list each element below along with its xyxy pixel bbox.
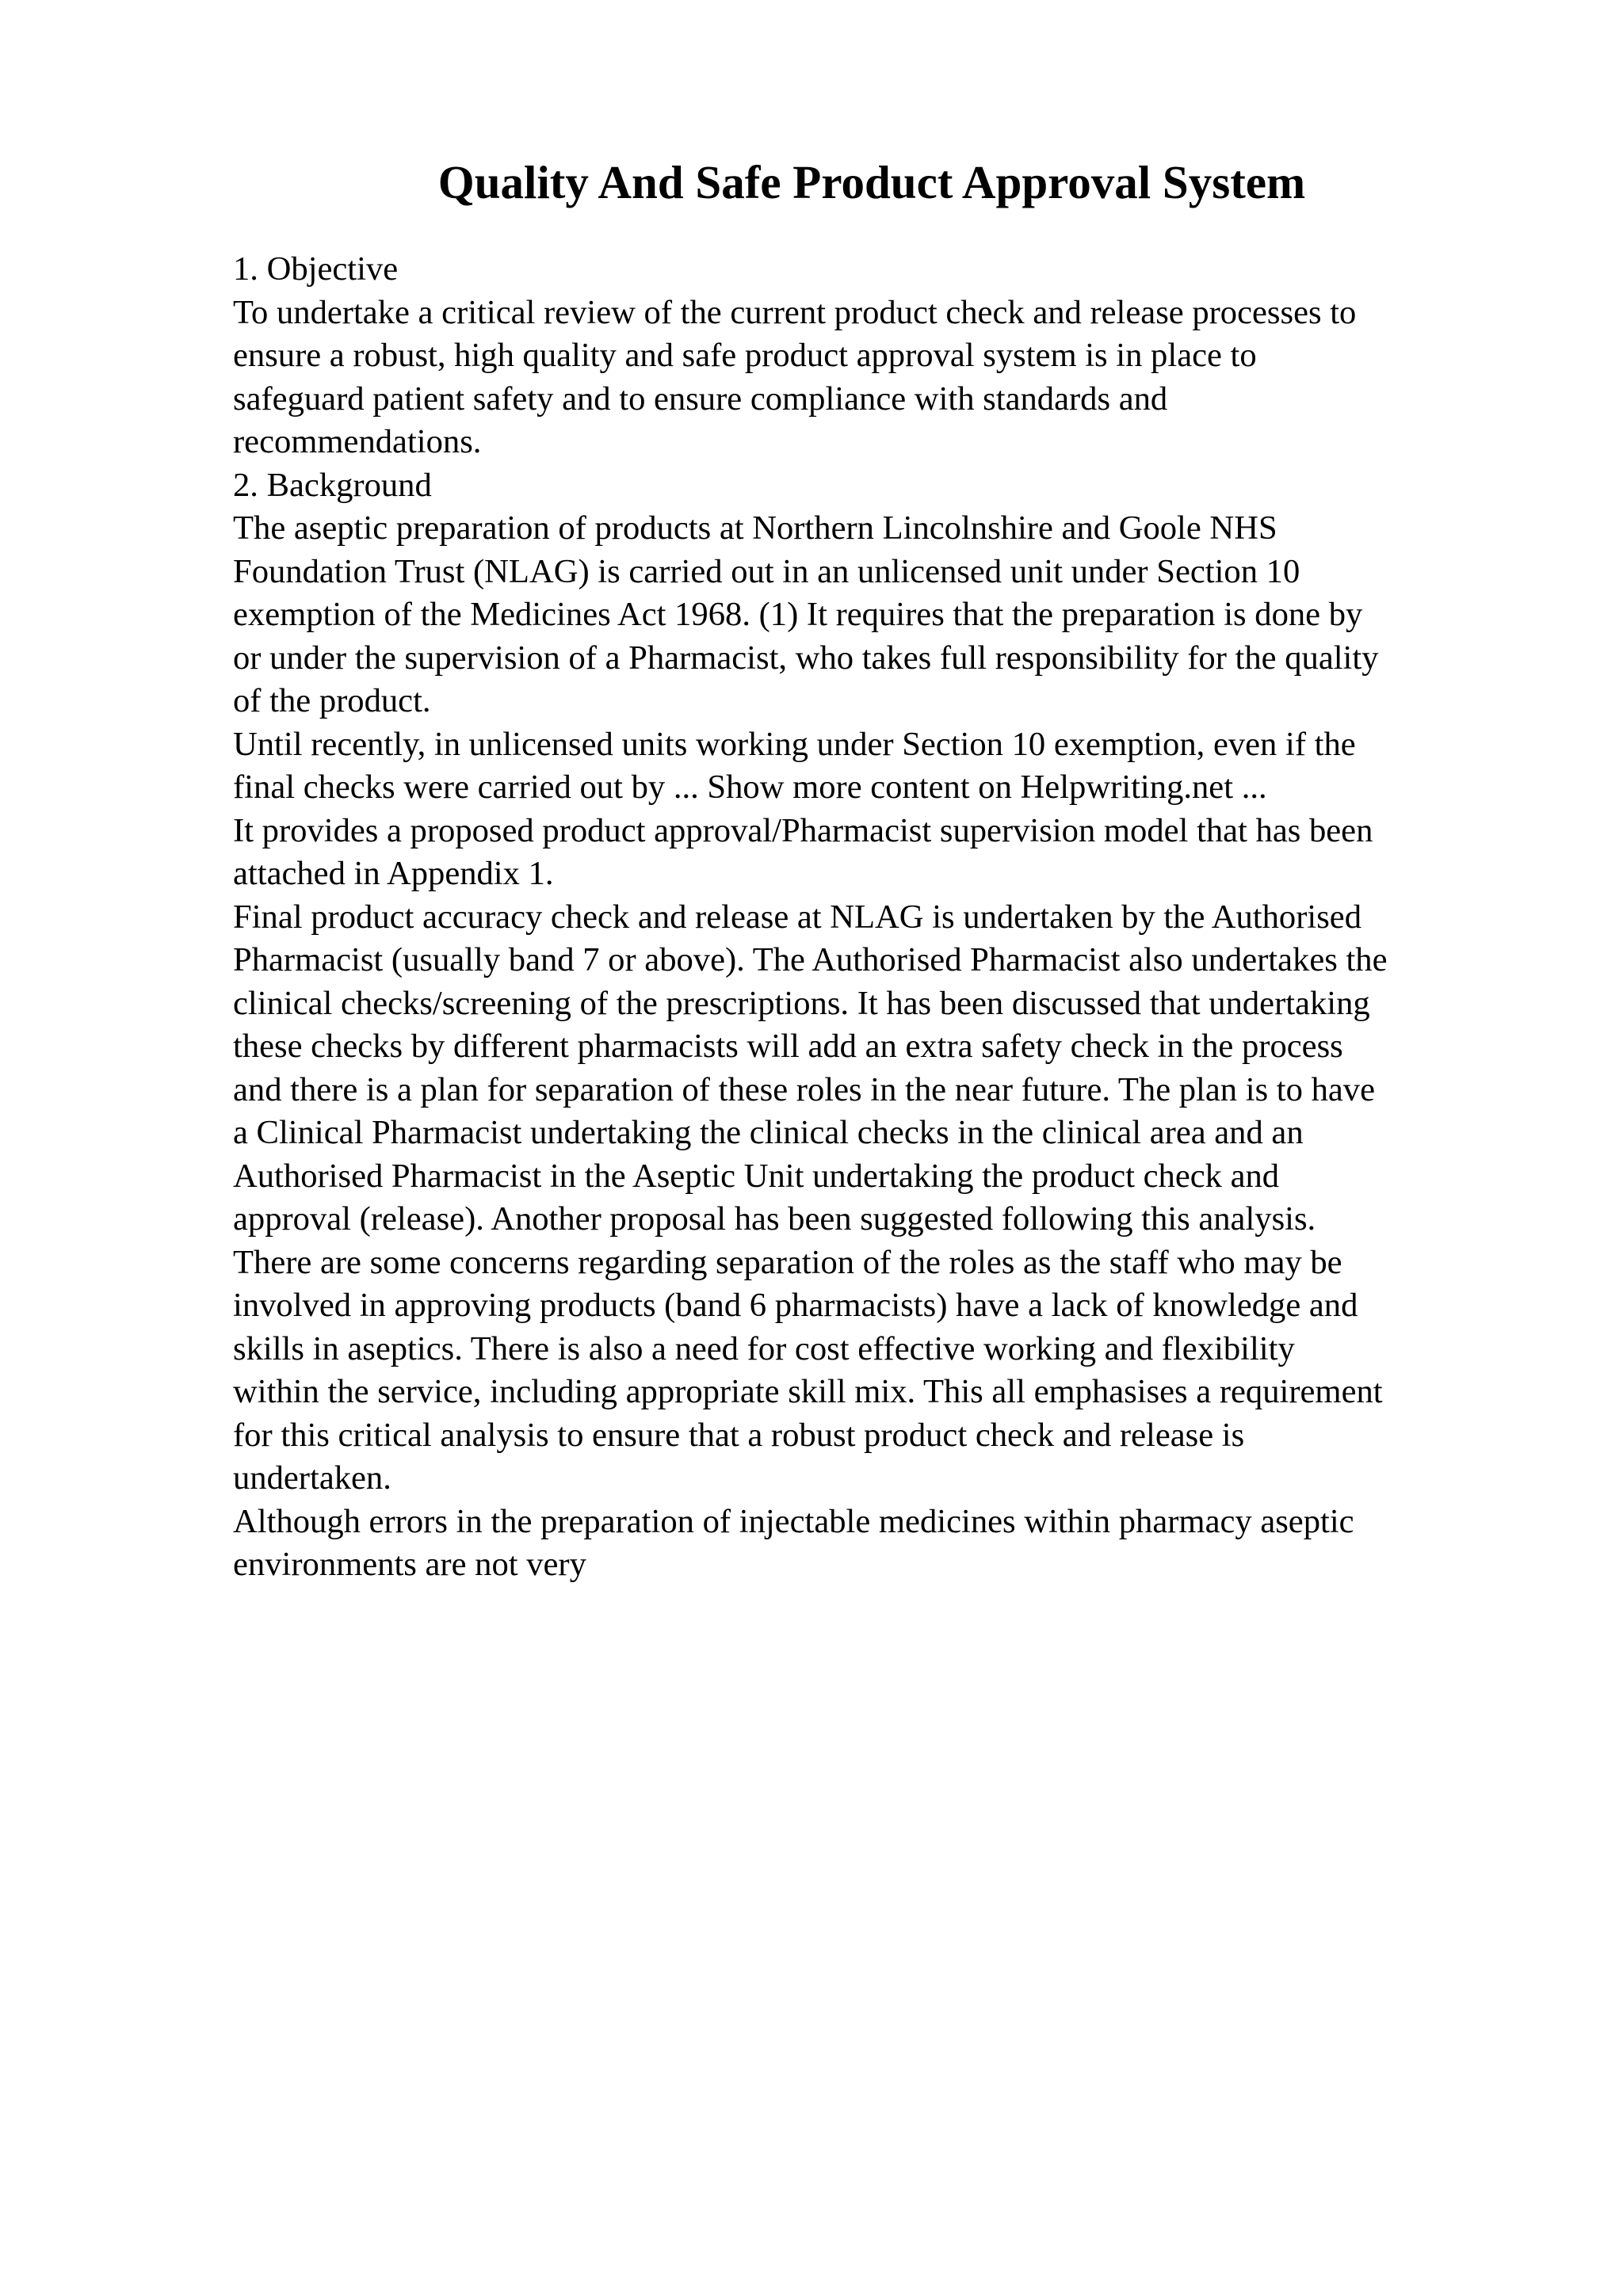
body-line: exemption of the Medicines Act 1968. (1) It requires that the preparation is done by: [233, 596, 1363, 633]
body-line: attached in Appendix 1.: [233, 855, 554, 892]
body-line: It provides a proposed product approval/Pharmacist supervision model that has been: [233, 811, 1373, 849]
document-body: [233, 248, 1612, 1587]
body-line: There are some concerns regarding separation of the roles as the staff who may be: [233, 1243, 1342, 1281]
body-line: approval (release). Another proposal has been suggested following this analysis.: [233, 1200, 1316, 1238]
body-line: Although errors in the preparation of injectable medicines within pharmacy aseptic: [233, 1502, 1354, 1540]
body-line: recommendations.: [233, 423, 482, 460]
body-line: To undertake a critical review of the current product check and release processes to: [233, 293, 1357, 331]
body-line: ensure a robust, high quality and safe product approval system is in place to: [233, 337, 1257, 374]
body-line: skills in aseptics. There is also a need for cost effective working and flexibility: [233, 1329, 1295, 1367]
section-heading-background: 2. Background: [233, 466, 432, 504]
show-more-line: final checks were carried out by ... Show more content on Helpwriting.net ...: [233, 769, 1267, 806]
body-line: undertaken.: [233, 1459, 391, 1497]
body-line: within the service, including appropriate skill mix. This all emphasises a requirement: [233, 1373, 1383, 1410]
body-line: The aseptic preparation of products at Northern Lincolnshire and Goole NHS: [233, 509, 1277, 547]
body-line: Pharmacist (usually band 7 or above). The Authorised Pharmacist also undertakes the: [233, 941, 1388, 978]
body-line: clinical checks/screening of the prescriptions. It has been discussed that undertaking: [233, 984, 1370, 1022]
body-line: Final product accuracy check and release at NLAG is undertaken by the Authorised: [233, 898, 1361, 936]
body-line: safeguard patient safety and to ensure compliance with standards and: [233, 379, 1168, 418]
body-line: environments are not very: [233, 1546, 586, 1583]
document-title: Quality And Safe Product Approval System: [437, 156, 1306, 208]
body-line: or under the supervision of a Pharmacist, who takes full responsibility for the quality: [233, 639, 1379, 677]
body-line: Until recently, in unlicensed units working under Section 10 exemption, even if the: [233, 725, 1356, 763]
body-line: Authorised Pharmacist in the Aseptic Unit undertaking the product check and: [233, 1157, 1280, 1195]
body-line: and there is a plan for separation of these roles in the near future. The plan is to have: [233, 1070, 1375, 1108]
body-line: these checks by different pharmacists will add an extra safety check in the process: [233, 1028, 1343, 1065]
body-line: for this critical analysis to ensure that a robust product check and release is: [233, 1416, 1245, 1454]
body-line: a Clinical Pharmacist undertaking the clinical checks in the clinical area and an: [233, 1114, 1304, 1151]
body-line: Foundation Trust (NLAG) is carried out in an unlicensed unit under Section 10: [233, 552, 1300, 590]
body-line: of the product.: [233, 682, 431, 719]
body-line: involved in approving products (band 6 pharmacists) have a lack of knowledge and: [233, 1287, 1358, 1324]
section-heading-objective: 1. Objective: [233, 250, 399, 288]
